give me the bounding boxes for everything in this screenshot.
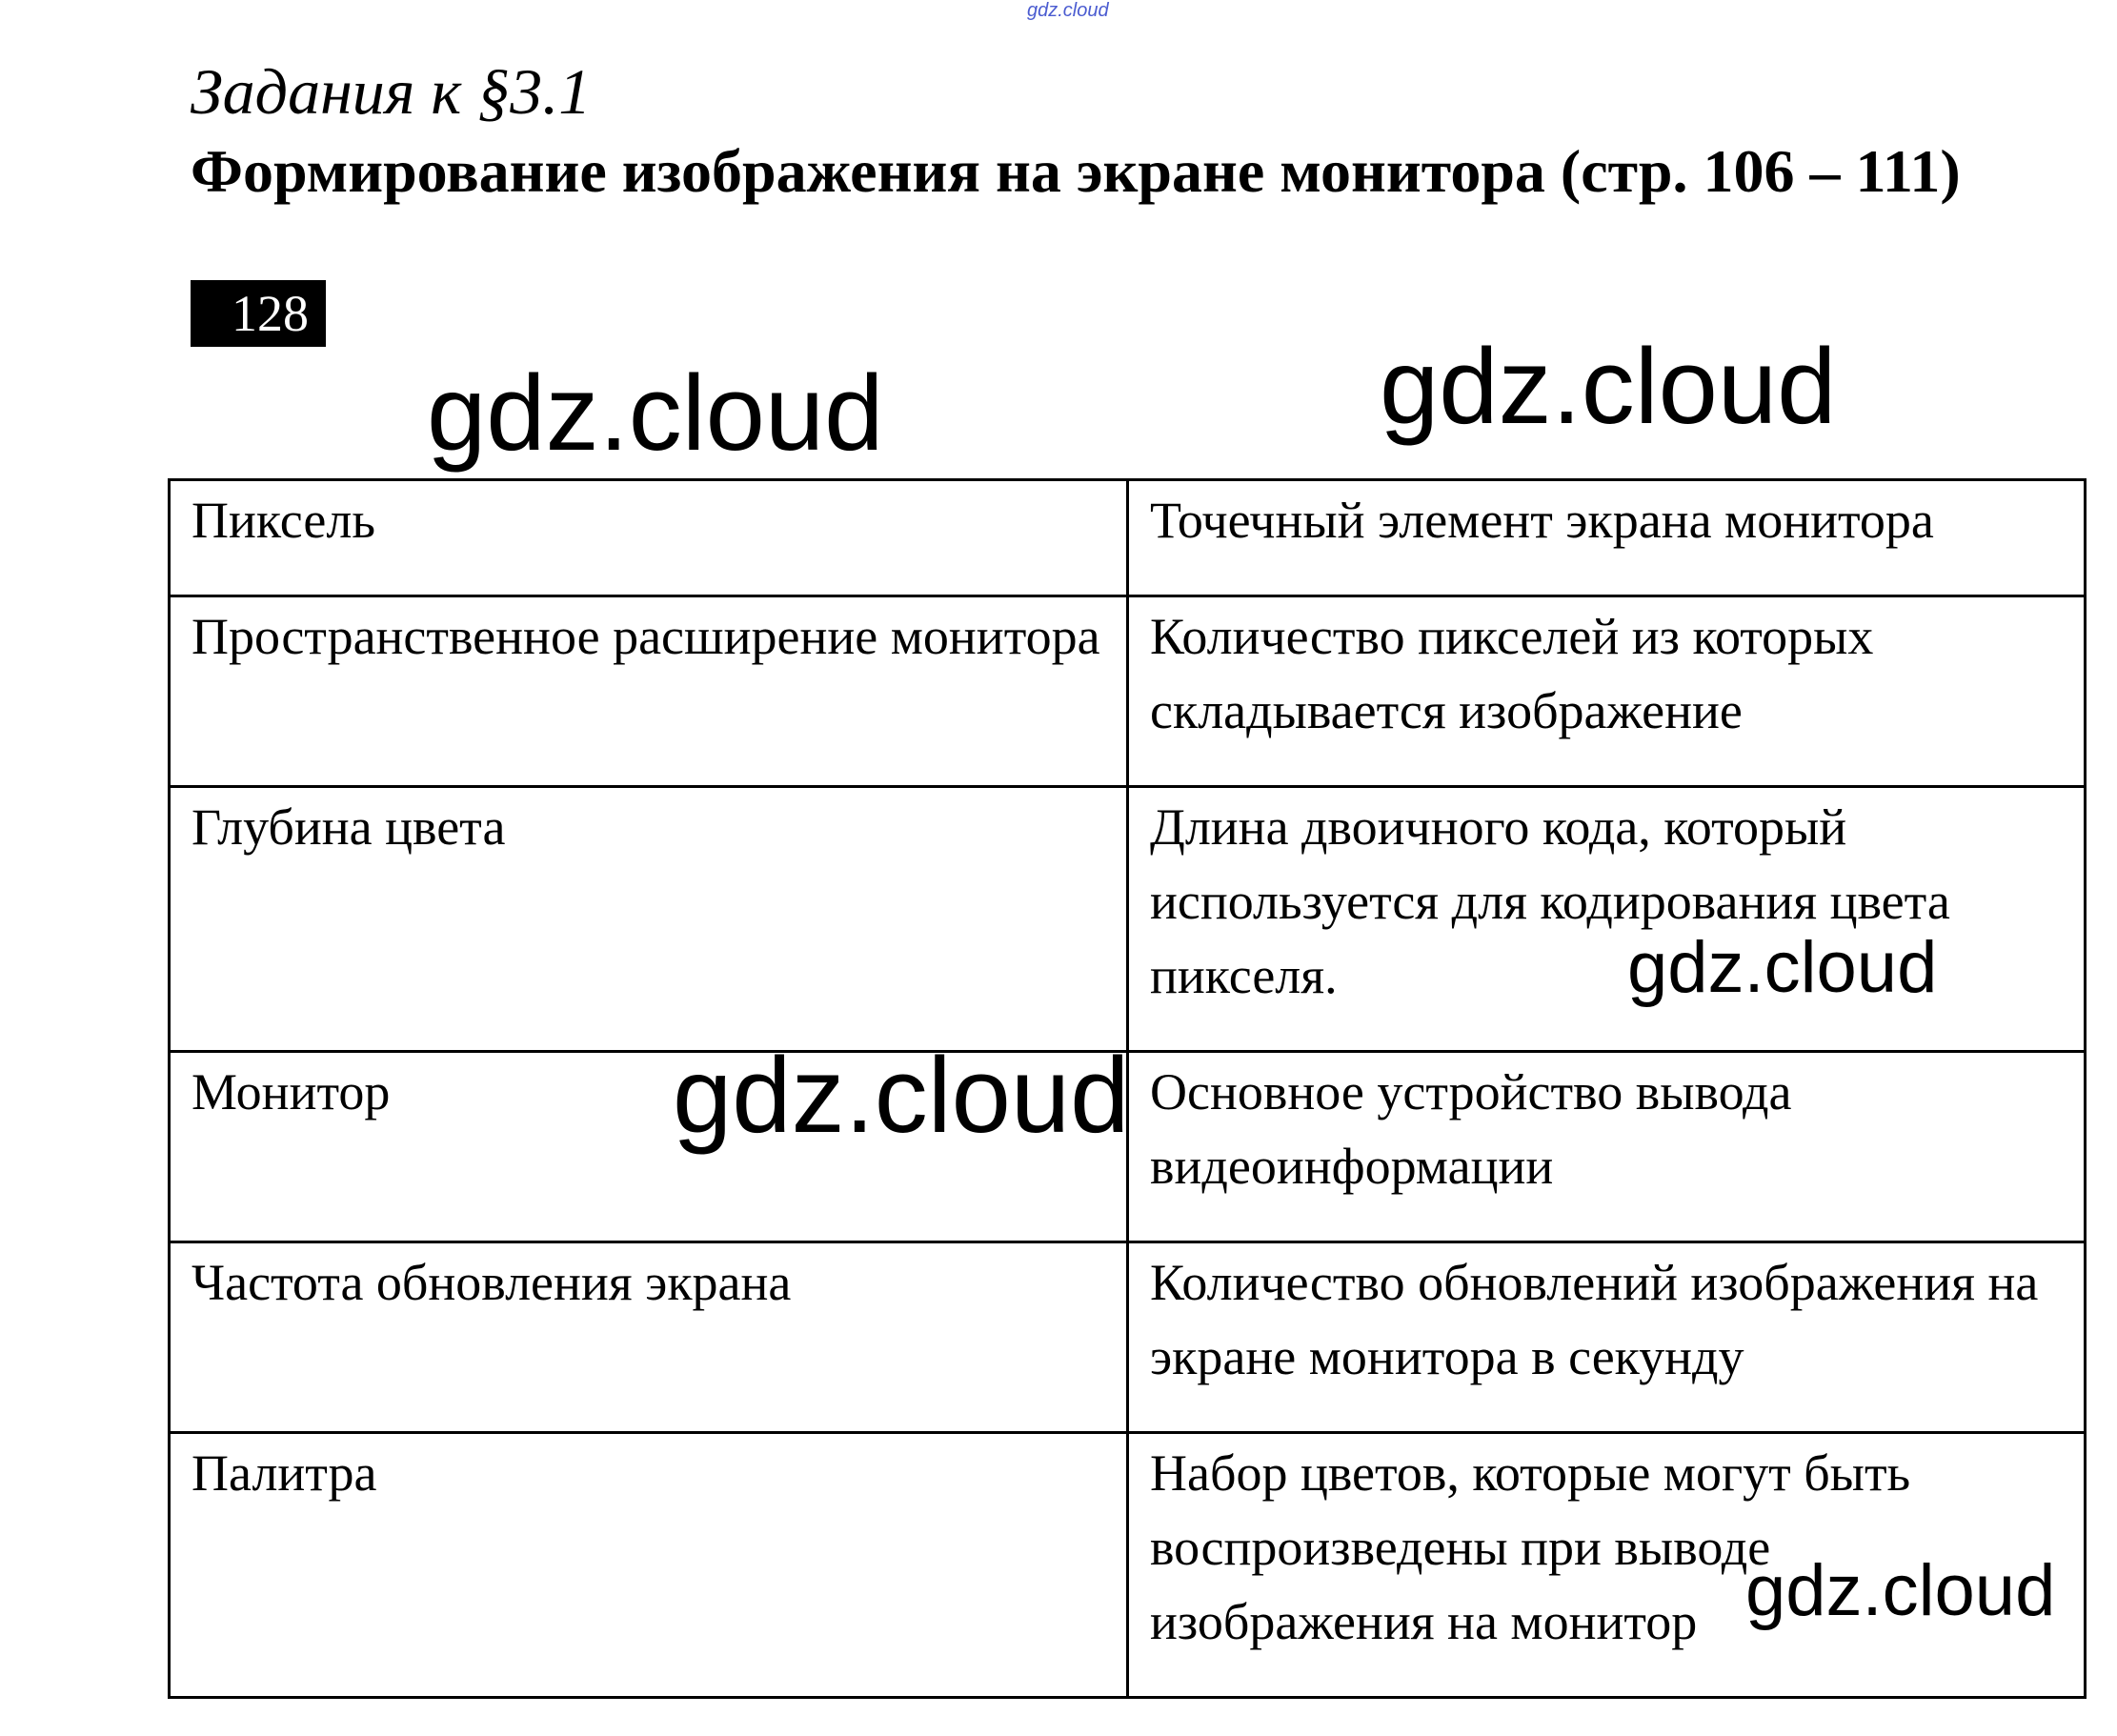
top-watermark: gdz.cloud [1027, 0, 1109, 21]
term-text: Частота обновления экрана [192, 1254, 792, 1311]
term-cell [170, 1433, 1128, 1698]
term-cell [170, 787, 1128, 1052]
watermark: gdz.cloud [1745, 1550, 2056, 1631]
definition-text: Количество обновлений изображения на экране монитора в секунду [1150, 1254, 2039, 1385]
table-row [170, 787, 2086, 1052]
table-row [170, 1242, 2086, 1433]
definition-text: Основное устройство вывода видеоинформации [1150, 1063, 1792, 1195]
definition-text: Набор цветов, которые могут быть воспроизведены при выводе изображения на монитор [1150, 1444, 1911, 1650]
watermark: gdz.cloud [673, 1036, 1130, 1155]
term-cell [170, 480, 1128, 596]
definition-cell [1128, 1242, 2086, 1433]
term-text: Палитра [192, 1444, 377, 1502]
task-number-badge: 128 [191, 280, 326, 347]
page-title: Формирование изображения на экране монитора (стр. 106 – 111) [191, 137, 1961, 205]
table-row [170, 480, 2086, 596]
term-cell [170, 1242, 1128, 1433]
term-text: Пиксель [192, 492, 375, 549]
table-row [170, 596, 2086, 787]
watermark: gdz.cloud [1627, 927, 1938, 1008]
term-text: Глубина цвета [192, 798, 506, 856]
term-text: Монитор [192, 1063, 391, 1120]
definition-cell [1128, 787, 2086, 1052]
definition-cell [1128, 480, 2086, 596]
section-subtitle: Задания к §3.1 [191, 55, 592, 128]
definition-text: Длина двоичного кода, который используется для кодирования цвета пикселя. [1150, 798, 1950, 1004]
definition-cell [1128, 596, 2086, 787]
term-cell [170, 596, 1128, 787]
term-text: Пространственное расширение монитора [192, 608, 1100, 665]
watermark: gdz.cloud [427, 353, 884, 473]
watermark: gdz.cloud [1380, 327, 1837, 446]
definition-text: Точечный элемент экрана монитора [1150, 492, 1934, 549]
definition-text: Количество пикселей из которых складывается изображение [1150, 608, 1874, 739]
definition-cell [1128, 1052, 2086, 1242]
